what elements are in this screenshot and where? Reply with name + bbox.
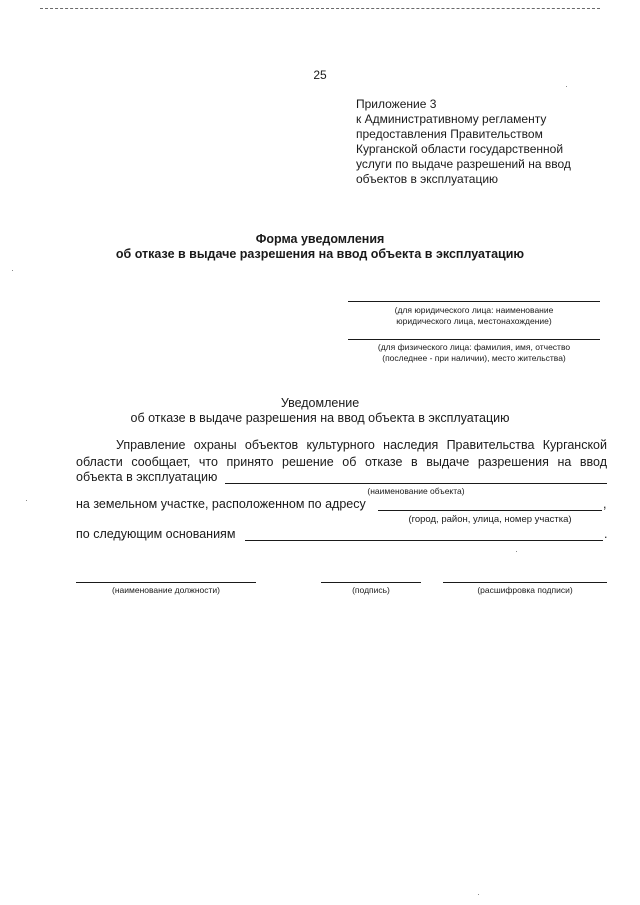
signature-decoding-caption: (расшифровка подписи) [477,585,573,595]
appendix-line: предоставления Правительством [356,127,543,141]
caption-line: (последнее - при наличии), место жительства) [382,353,566,363]
notice-paragraph-line: Управление охраны объектов культурного наследия Правительства Курганской [116,438,607,452]
appendix-line: Курганской области государственной [356,142,564,156]
address-caption: (город, район, улица, номер участка) [408,514,572,525]
scan-speck [12,270,13,271]
signature-decoding-field[interactable] [443,582,607,583]
appendix-line: услуги по выдаче разрешений на ввод [356,157,571,171]
notice-paragraph-line: области сообщает, что принято решение об отказе в выдаче разрешения на ввод [76,455,607,469]
individual-caption [348,342,600,364]
notice-title-line: об отказе в выдаче разрешения на ввод объекта в эксплуатацию [130,411,510,425]
scan-speck [516,551,517,552]
object-name-field[interactable] [225,483,607,484]
caption-line: юридического лица, местонахождение) [396,316,552,326]
form-title-line: Форма уведомления [255,232,385,246]
position-caption: (наименование должности) [112,585,220,595]
form-title-line: об отказе в выдаче разрешения на ввод объекта в эксплуатацию [115,247,525,261]
legal-entity-caption [348,305,600,327]
scan-speck [566,86,567,87]
appendix-line: Приложение 3 [356,97,437,111]
address-field[interactable] [378,510,602,511]
form-title [0,232,640,262]
object-label: объекта в эксплуатацию [76,470,218,484]
signature-field[interactable] [321,582,421,583]
caption-line: (для физического лица: фамилия, имя, отчество [377,342,571,352]
appendix-header [356,97,606,187]
grounds-field[interactable] [245,540,603,541]
appendix-line: к Административному регламенту [356,112,547,126]
address-label: на земельном участке, расположенном по адресу [76,497,366,511]
caption-line: (для юридического лица: наименование [394,305,554,315]
scan-speck [26,500,27,501]
individual-line [348,339,600,340]
scan-top-border [40,8,600,9]
legal-entity-line [348,301,600,302]
signature-caption: (подпись) [352,585,390,595]
object-name-caption: (наименование объекта) [367,486,465,496]
grounds-label: по следующим основаниям [76,527,236,541]
notice-title-line: Уведомление [280,396,360,410]
appendix-line: объектов в эксплуатацию [356,172,499,186]
page-number: 25 [313,68,327,82]
grounds-period: . [604,527,608,541]
notice-title [0,396,640,426]
position-field[interactable] [76,582,256,583]
scan-speck [478,894,479,895]
address-comma: , [603,497,607,511]
